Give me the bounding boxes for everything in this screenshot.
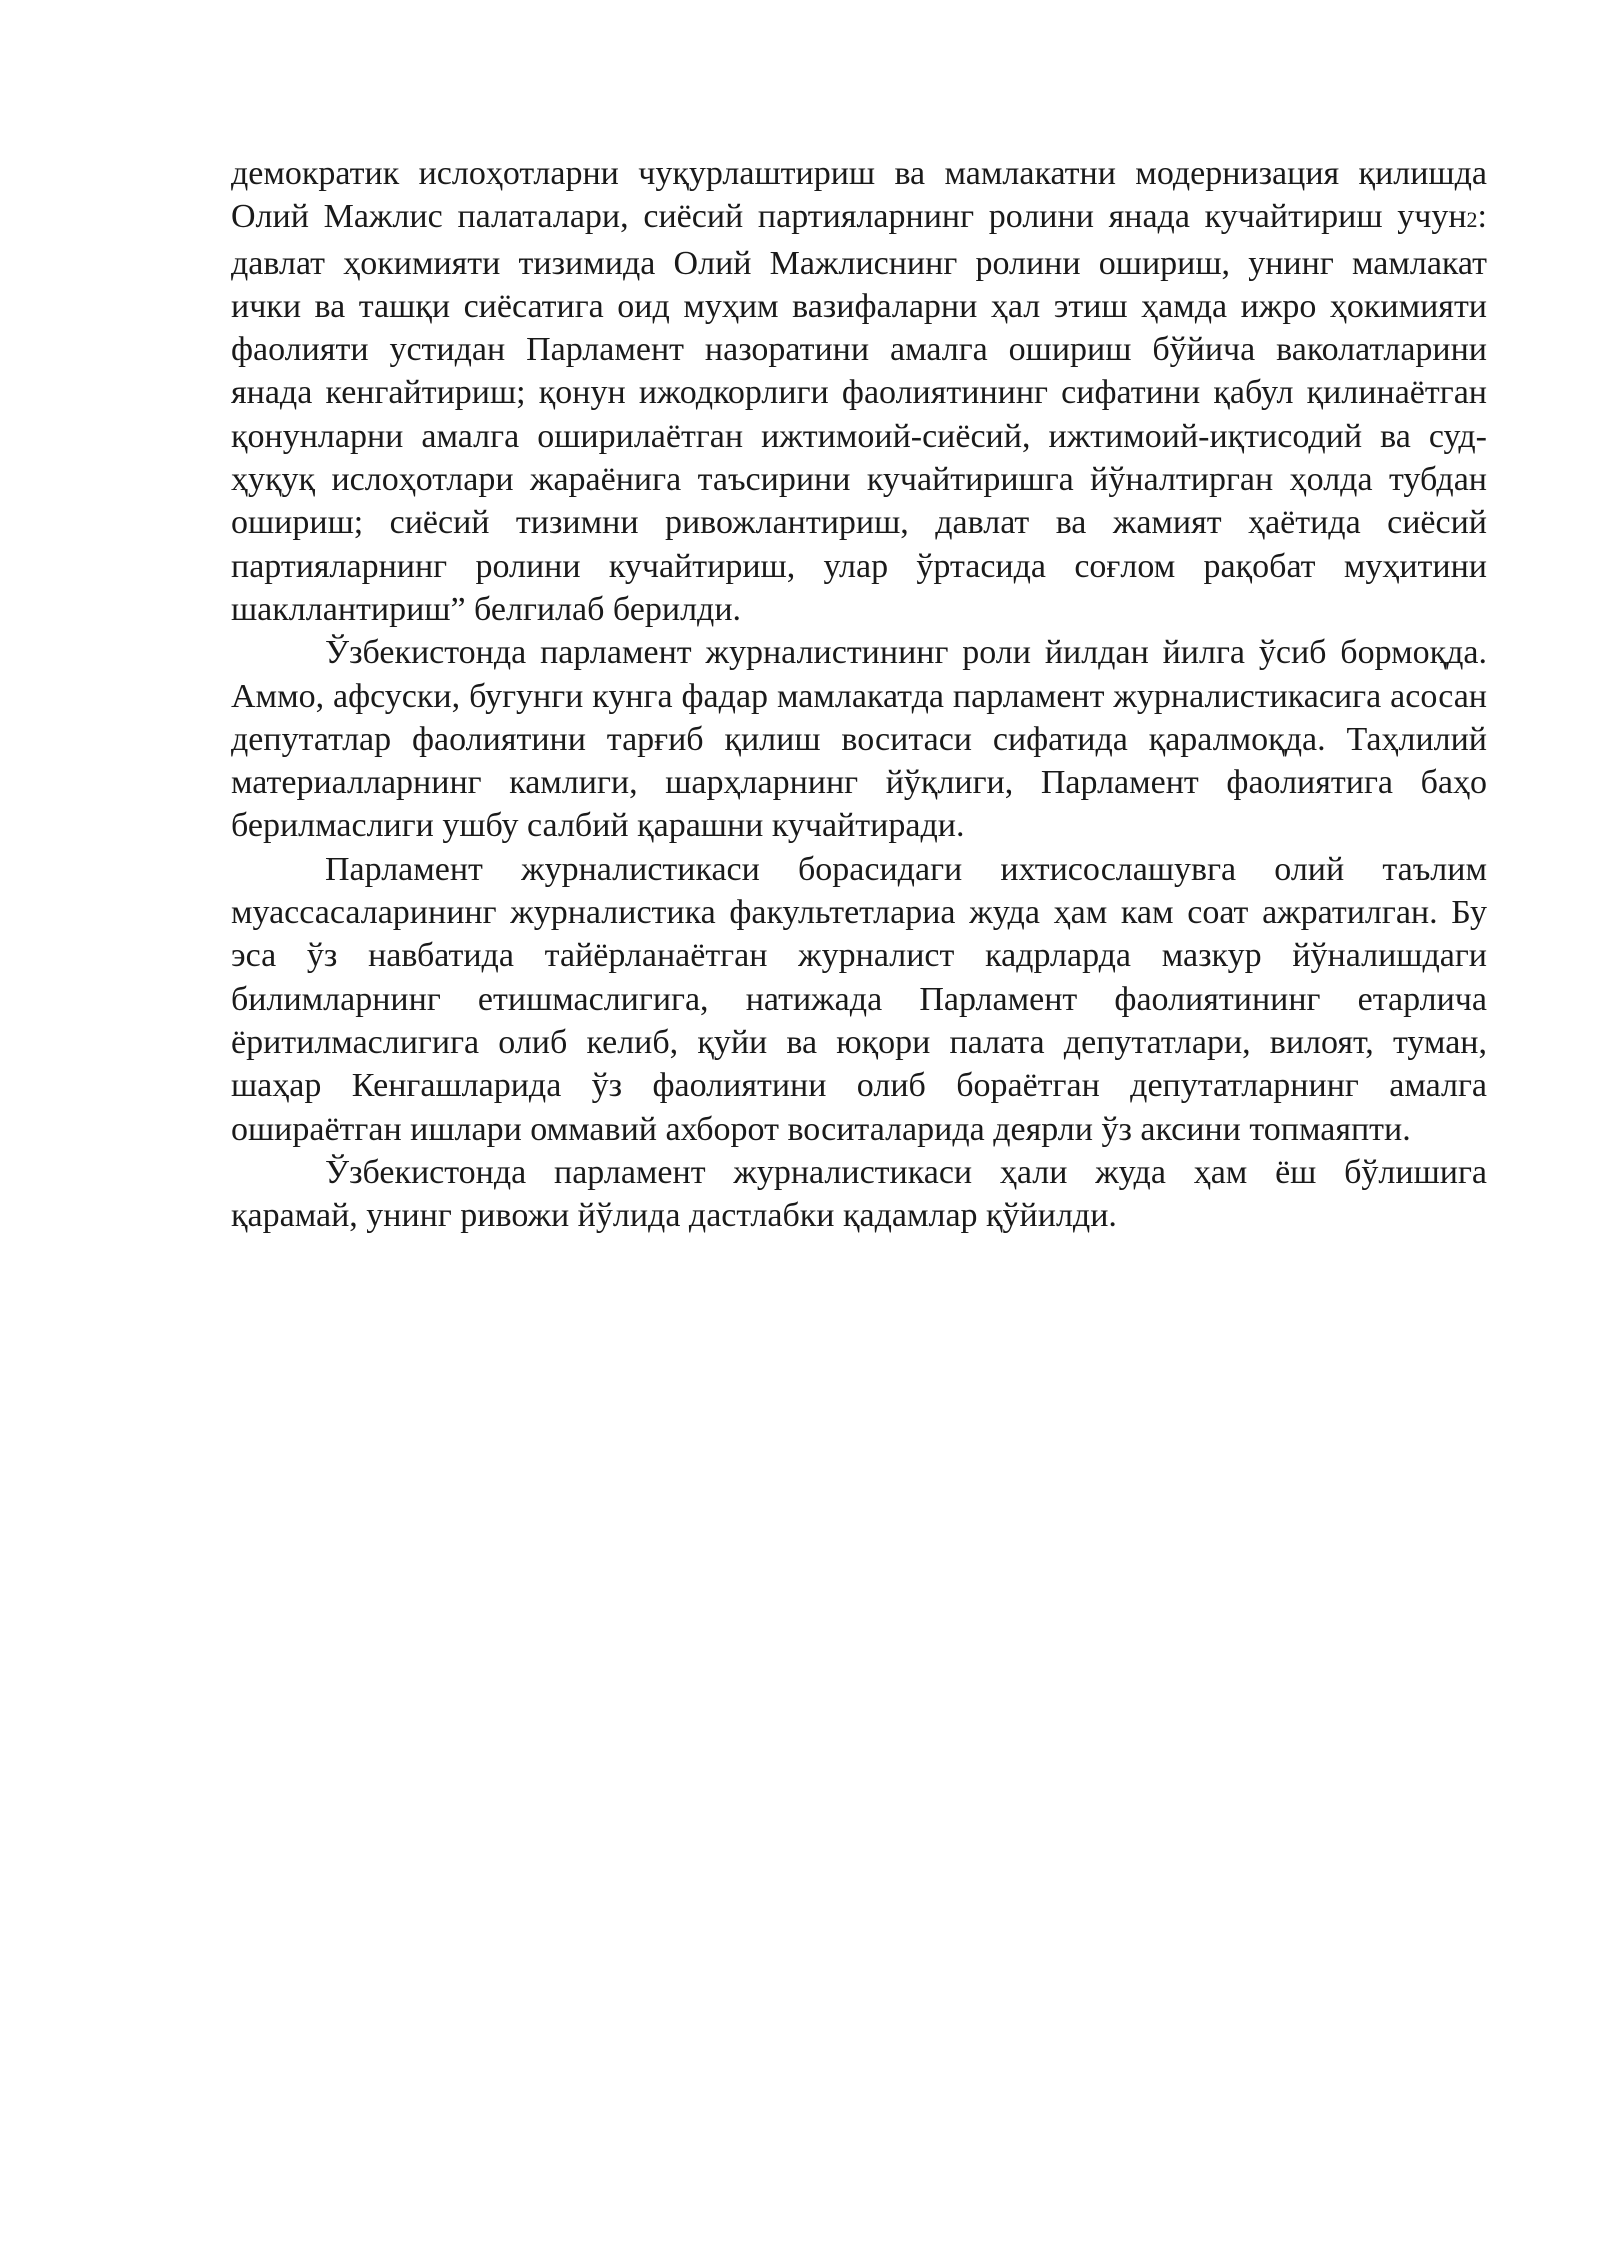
paragraph-1 — [231, 152, 1487, 631]
paragraph-1-text-start: демократик ислоҳотларни чуқурлаштириш ва мамлакатни модернизация қилишда Олий Мажлис палаталари, сиёсий партияларнинг ролини янада кучайтириш учун — [231, 155, 1487, 236]
paragraph-2: Ўзбекистонда парламент журналистининг роли йилдан йилга ўсиб бормоқда. Аммо, афсуски, бугунги кунга фадар мамлакатда парламент журналистикасига асосан депутатлар фаолиятини тарғиб қилиш воситаси сифатида қаралмоқда. Таҳлилий материалларнинг камлиги, шарҳларнинг йўқлиги, Парламент фаолиятига баҳо берилмаслиги ушбу салбий қарашни кучайтиради. — [231, 634, 1487, 845]
paragraph-1-text-end: : давлат ҳокимияти тизимида Олий Мажлиснинг ролини ошириш, унинг мамлакат ички ва ташқи сиёсатига оид муҳим вазифаларни ҳал этиш ҳамда ижро ҳокимияти фаолияти устидан Парламент назоратини амалга ошириш бўйича ваколатларини янада кенгайтириш; қонун ижодкорлиги фаолиятининг сифатини қабул қилинаётган қонунларни амалга оширилаётган ижтимоий-сиёсий, ижтимоий-иқтисодий ва суд-ҳуқуқ ислоҳотлари жараёнига таъсирини кучайтиришга йўналтирган ҳолда тубдан ошириш; сиёсий тизимни ривожлантириш, давлат ва жамият ҳаётида сиёсий партияларнинг ролини кучайтириш, улар ўртасида соғлом рақобат муҳитини шакллантириш” белгилаб берилди. — [231, 198, 1487, 628]
paragraph-4: Ўзбекистонда парламент журналистикаси ҳали жуда ҳам ёш бўлишига қарамай, унинг ривожи йўлида дастлабки қадамлар қўйилди. — [231, 1153, 1487, 1235]
document-body — [231, 152, 1487, 1237]
paragraph-3: Парламент журналистикаси борасидаги ихтисослашувга олий таълим муассасаларининг журналистика факультетлариа жуда ҳам кам соат ажратилган. Бу эса ўз навбатида тайёрланаётган журналист кадрларда мазкур йўналишдаги билимларнинг етишмаслигига, натижада Парламент фаолиятининг етарлича ёритилмаслигига олиб келиб, қуйи ва юқори палата депутатлари, вилоят, туман, шаҳар Кенгашларида ўз фаолиятини олиб бораётган депутатларнинг амалга ошираётган ишлари оммавий ахборот воситаларида деярли ўз аксини топмаяпти. — [231, 850, 1487, 1148]
footnote-marker: 2 — [1466, 207, 1478, 233]
